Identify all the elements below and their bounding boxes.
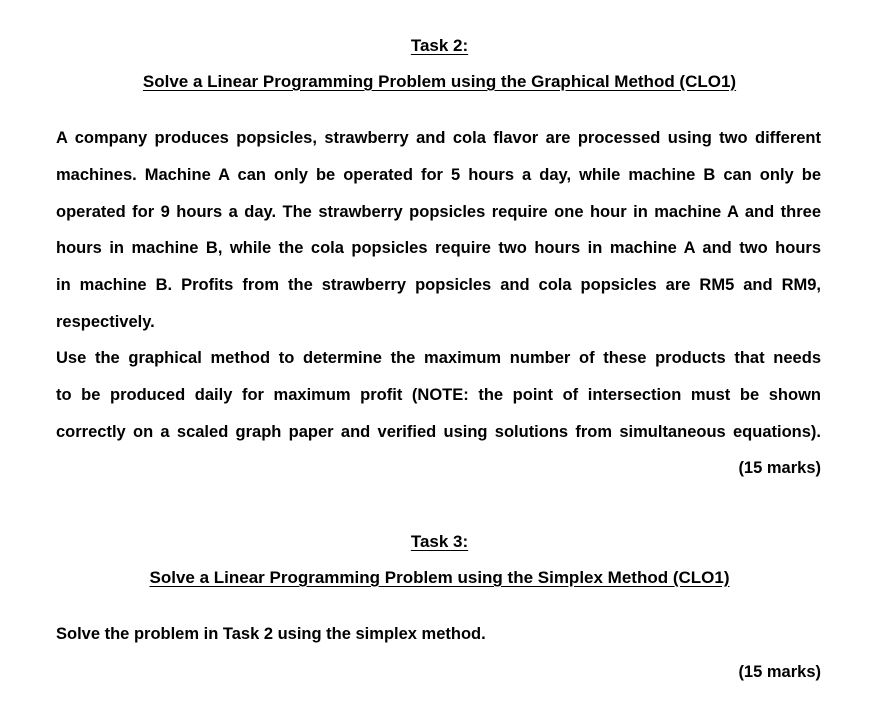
problem-line: machines. Machine A can only be operated for 5 hours a day, while machine B can only be: [56, 165, 821, 184]
task3-marks: (15 marks): [738, 663, 821, 681]
problem-line: in machine B. Profits from the strawberry popsicles and cola popsicles are RM5 and RM9,: [56, 276, 821, 295]
task2-problem-paragraph: [56, 120, 821, 341]
task3-instruction-paragraph: [56, 616, 821, 653]
task3-title: Task 3:: [410, 532, 469, 551]
task2-subtitle: Solve a Linear Programming Problem using the Graphical Method (CLO1): [142, 72, 737, 91]
instruction-line: correctly on a scaled graph paper and verified using solutions from simultaneous equations).: [56, 422, 821, 441]
problem-line: operated for 9 hours a day. The strawberry popsicles require one hour in machine A and three: [56, 202, 821, 221]
problem-line: A company produces popsicles, strawberry and cola flavor are processed using two different: [56, 129, 821, 147]
instruction-line: to be produced daily for maximum profit (NOTE: the point of intersection must be shown: [56, 385, 821, 404]
problem-line: hours in machine B, while the cola popsicles require two hours in machine A and two hours: [56, 239, 821, 258]
task2-instruction-paragraph: [56, 340, 821, 450]
task3-instruction: Solve the problem in Task 2 using the simplex method.: [56, 625, 486, 643]
task3-subtitle: Solve a Linear Programming Problem using the Simplex Method (CLO1): [149, 568, 730, 587]
task2-marks: (15 marks): [738, 459, 821, 477]
instruction-line: Use the graphical method to determine the maximum number of these products that needs: [56, 349, 821, 367]
problem-line: respectively.: [56, 312, 155, 331]
task2-title: Task 2:: [410, 36, 469, 55]
